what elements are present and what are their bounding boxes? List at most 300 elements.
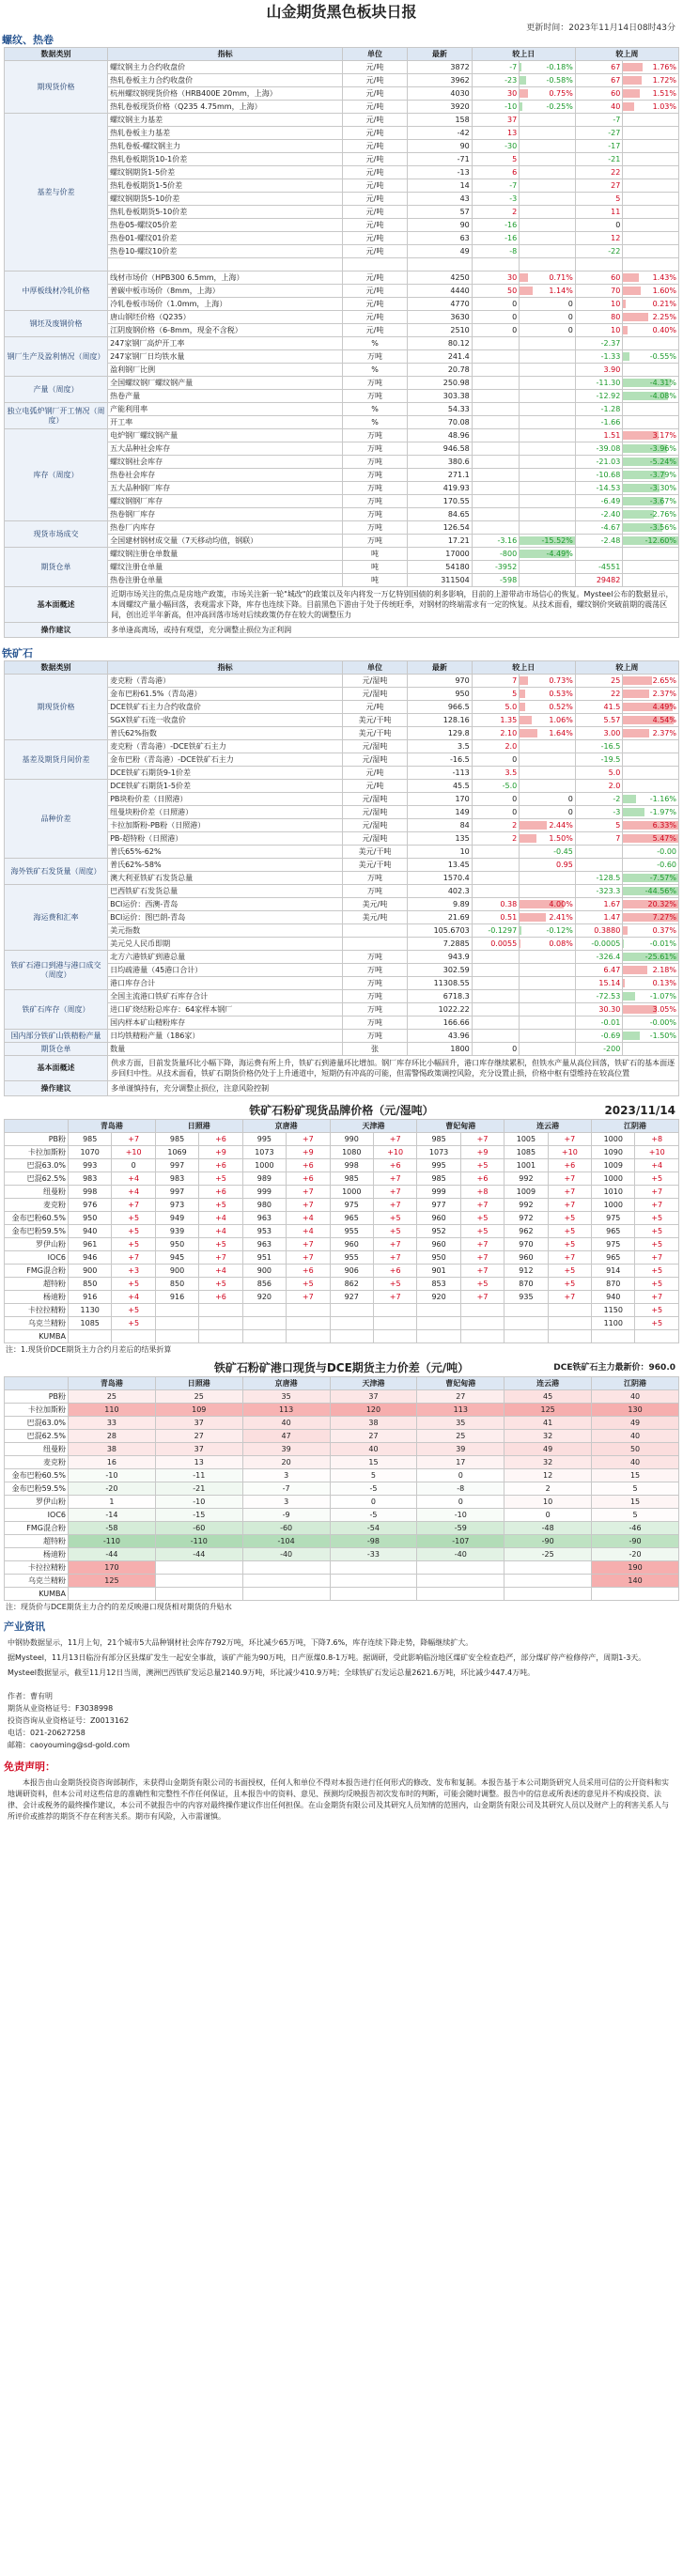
basis-value: -46 <box>592 1522 679 1535</box>
price-row <box>5 1265 679 1278</box>
ore-week-change: -326.4 <box>575 951 622 964</box>
ore-week-pct <box>623 793 679 806</box>
basis-value: 13 <box>155 1456 242 1469</box>
basis-brand: 卡拉拉精粉 <box>5 1561 69 1575</box>
steel-indicator: 热卷社会库存 <box>108 469 343 482</box>
steel-week-pct <box>623 193 679 206</box>
steel-unit: 万吨 <box>343 442 408 456</box>
ore-latest: 128.16 <box>407 714 472 727</box>
ore-unit: 元/湿吨 <box>343 740 408 753</box>
ore-header-week: 较上周 <box>575 661 678 675</box>
steel-day-pct <box>520 61 576 74</box>
basis-value <box>69 1588 156 1601</box>
ore-day-pct-text: 4.00% <box>549 899 573 908</box>
steel-indicator: 杭州螺纹钢现货价格（HRB400E 20mm，上海） <box>108 87 343 101</box>
price-value <box>417 1317 460 1330</box>
price-change: +8 <box>635 1133 679 1146</box>
ore-latest: 302.59 <box>407 964 472 977</box>
price-brand: KUMBA <box>5 1330 69 1343</box>
price-change <box>548 1330 591 1343</box>
basis-value <box>504 1561 592 1575</box>
price-change: +7 <box>373 1133 416 1146</box>
basis-value: -110 <box>69 1535 156 1548</box>
steel-unit: 吨 <box>343 561 408 574</box>
steel-day-pct <box>520 469 576 482</box>
steel-indicator: 热卷注册仓单量 <box>108 574 343 587</box>
ore-week-change: -0.0005 <box>575 938 622 951</box>
header-day: 较上日 <box>472 48 575 61</box>
steel-week-pct <box>623 140 679 153</box>
steel-latest: 4030 <box>407 87 472 101</box>
steel-week-pct <box>623 245 679 258</box>
steel-day-pct <box>520 311 576 324</box>
price-change: +7 <box>199 1251 242 1265</box>
steel-unit: 元/吨 <box>343 298 408 311</box>
steel-category: 库存（周度） <box>5 429 108 521</box>
basis-row <box>5 1535 679 1548</box>
ore-day-pct <box>520 780 576 793</box>
ore-week-change: -2 <box>575 793 622 806</box>
steel-indicator: 螺纹钢期货1-5价差 <box>108 166 343 179</box>
steel-latest: 241.4 <box>407 350 472 364</box>
ore-unit: 万吨 <box>343 885 408 898</box>
ore-unit: 元/湿吨 <box>343 675 408 688</box>
steel-day-change <box>472 337 519 350</box>
price-change: +7 <box>287 1251 330 1265</box>
steel-indicator: 热轧卷板现货价格（Q235 4.75mm，上海） <box>108 101 343 114</box>
ore-unit: 元/吨 <box>343 780 408 793</box>
update-time: 更新时间：2023年11月14日08时43分 <box>526 23 675 33</box>
price-head <box>5 1120 679 1133</box>
ore-day-pct-text: 0.95 <box>556 860 573 869</box>
ore-day-pct-bar <box>520 676 528 685</box>
steel-category: 现货市场成交 <box>5 521 108 548</box>
steel-basic-row <box>5 587 679 623</box>
ore-latest: 9.89 <box>407 898 472 911</box>
price-row <box>5 1238 679 1251</box>
ore-indicator: 普氏62%指数 <box>108 727 343 740</box>
price-value: 993 <box>69 1159 112 1172</box>
steel-unit: 元/吨 <box>343 74 408 87</box>
price-value: 965 <box>330 1212 373 1225</box>
ore-week-pct-text: -1.97% <box>649 807 676 816</box>
steel-unit: 万吨 <box>343 535 408 548</box>
steel-week-pct-bar <box>623 63 643 71</box>
price-value: 995 <box>242 1133 286 1146</box>
steel-day-pct-text: -0.18% <box>546 62 573 71</box>
steel-week-change: 67 <box>575 61 622 74</box>
ore-indicator: 日均疏港量（45港口合计） <box>108 964 343 977</box>
steel-unit: 万吨 <box>343 456 408 469</box>
steel-unit: 万吨 <box>343 390 408 403</box>
steel-indicator: 热卷05-螺纹05价差 <box>108 219 343 232</box>
steel-week-change: 11 <box>575 206 622 219</box>
steel-indicator <box>108 258 343 272</box>
basis-brand: 麦克粉 <box>5 1456 69 1469</box>
steel-week-pct-bar <box>623 313 647 321</box>
ore-row <box>5 951 679 964</box>
steel-week-change: -14.53 <box>575 482 622 495</box>
ore-row <box>5 859 679 872</box>
basis-value: 190 <box>592 1561 679 1575</box>
steel-latest <box>407 258 472 272</box>
price-header-port: 青岛港 <box>69 1120 156 1133</box>
steel-unit: 吨 <box>343 574 408 587</box>
steel-latest: 380.6 <box>407 456 472 469</box>
basis-value: 37 <box>155 1417 242 1430</box>
price-change: +5 <box>373 1225 416 1238</box>
ore-week-pct <box>623 727 679 740</box>
price-brand: 金布巴粉60.5% <box>5 1212 69 1225</box>
dce-value: 960.0 <box>648 1363 675 1373</box>
price-value <box>417 1330 460 1343</box>
steel-indicator: 全国建材钢材成交量（7天移动均值，钢联） <box>108 535 343 548</box>
basis-value: 27 <box>155 1430 242 1443</box>
steel-week-change: 10 <box>575 324 622 337</box>
basis-value: -9 <box>242 1509 330 1522</box>
steel-indicator: 热轧卷板主力合约收盘价 <box>108 74 343 87</box>
steel-unit: 元/吨 <box>343 87 408 101</box>
price-change: +4 <box>199 1212 242 1225</box>
disclaimer-heading: 免责声明： <box>4 1761 55 1773</box>
steel-category: 产量（周度） <box>5 377 108 403</box>
basis-value: 0 <box>330 1496 417 1509</box>
price-brand: 罗伊山粉 <box>5 1238 69 1251</box>
steel-day-pct <box>520 153 576 166</box>
steel-week-pct <box>623 114 679 127</box>
ore-week-pct-text: 2.65% <box>652 675 676 685</box>
ore-week-pct-text: 4.54% <box>652 715 676 724</box>
ore-category: 期货仓单 <box>5 1043 108 1056</box>
ore-week-pct-text: 2.37% <box>652 689 676 698</box>
steel-latest: 17.21 <box>407 535 472 548</box>
basis-value: -104 <box>242 1535 330 1548</box>
price-row <box>5 1251 679 1265</box>
steel-latest: 49 <box>407 245 472 258</box>
price-value: 983 <box>69 1172 112 1186</box>
basis-value: -11 <box>155 1469 242 1482</box>
price-change: +6 <box>287 1159 330 1172</box>
price-value: 1000 <box>592 1172 635 1186</box>
ore-day-pct-bar <box>520 821 547 830</box>
steel-day-pct <box>520 403 576 416</box>
basis-header-port: 京唐港 <box>242 1377 330 1390</box>
steel-week-pct <box>623 232 679 245</box>
ore-day-pct <box>520 846 576 859</box>
steel-day-change: 30 <box>472 272 519 285</box>
basis-value: -58 <box>69 1522 156 1535</box>
basis-row <box>5 1588 679 1601</box>
price-change: +4 <box>287 1212 330 1225</box>
ore-week-change: -3 <box>575 806 622 819</box>
price-value: 960 <box>330 1238 373 1251</box>
steel-indicator: 247家钢厂日均铁水量 <box>108 350 343 364</box>
steel-day-pct <box>520 337 576 350</box>
basis-value: 10 <box>504 1496 592 1509</box>
ore-latest: 970 <box>407 675 472 688</box>
basis-value: 20 <box>242 1456 330 1469</box>
steel-week-change: 1.51 <box>575 429 622 442</box>
steel-week-change: -21 <box>575 153 622 166</box>
ore-unit: 元/湿吨 <box>343 753 408 767</box>
steel-day-change <box>472 469 519 482</box>
steel-op-row <box>5 623 679 638</box>
price-change: +6 <box>460 1172 504 1186</box>
ore-day-change <box>472 964 519 977</box>
price-value: 900 <box>155 1265 198 1278</box>
price-change: +9 <box>287 1146 330 1159</box>
ore-day-pct <box>520 872 576 885</box>
steel-week-pct-text: 1.60% <box>652 286 676 295</box>
steel-latest: 3962 <box>407 74 472 87</box>
basis-table <box>4 1376 679 1601</box>
basis-value: 40 <box>592 1390 679 1404</box>
price-change: +5 <box>199 1238 242 1251</box>
price-change: +4 <box>112 1172 155 1186</box>
price-value: 985 <box>330 1172 373 1186</box>
ore-day-pct <box>520 675 576 688</box>
price-value: 945 <box>155 1251 198 1265</box>
ore-latest: -113 <box>407 767 472 780</box>
steel-week-change: -39.08 <box>575 442 622 456</box>
ore-latest: 943.9 <box>407 951 472 964</box>
price-value: 997 <box>155 1159 198 1172</box>
price-value <box>242 1317 286 1330</box>
price-change: +10 <box>548 1146 591 1159</box>
basis-value: 5 <box>592 1482 679 1496</box>
steel-day-change: 2 <box>472 206 519 219</box>
basis-value: 0 <box>504 1509 592 1522</box>
ore-week-pct-text: -0.60 <box>657 860 676 869</box>
steel-week-pct-text: 1.43% <box>652 272 676 282</box>
ore-day-change: 0.51 <box>472 911 519 924</box>
steel-day-change <box>472 364 519 377</box>
price-brand: IOC6 <box>5 1251 69 1265</box>
ore-week-change: 22 <box>575 688 622 701</box>
ore-indicator: BCI运价：图巴朗-青岛 <box>108 911 343 924</box>
ore-week-change: -0.01 <box>575 1016 622 1030</box>
steel-day-change: 6 <box>472 166 519 179</box>
ore-latest: 966.5 <box>407 701 472 714</box>
price-change: +5 <box>112 1238 155 1251</box>
steel-indicator: 热轧卷板期货5-10价差 <box>108 206 343 219</box>
basis-header-port: 连云港 <box>504 1377 592 1390</box>
price-value: 1009 <box>592 1159 635 1172</box>
steel-latest: 48.96 <box>407 429 472 442</box>
ore-indicator: DCE铁矿石主力合约收盘价 <box>108 701 343 714</box>
steel-indicator: 盈利钢厂比例 <box>108 364 343 377</box>
steel-day-pct <box>520 574 576 587</box>
price-change: +8 <box>460 1186 504 1199</box>
steel-day-pct <box>520 456 576 469</box>
steel-week-change: -17 <box>575 140 622 153</box>
basis-value: -90 <box>504 1535 592 1548</box>
steel-day-change: -30 <box>472 140 519 153</box>
basis-brand: KUMBA <box>5 1588 69 1601</box>
price-change: +4 <box>199 1225 242 1238</box>
ore-category: 品种价差 <box>5 780 108 859</box>
steel-latest: 80.12 <box>407 337 472 350</box>
price-change: +7 <box>460 1291 504 1304</box>
steel-unit: 元/吨 <box>343 127 408 140</box>
basis-value: -20 <box>592 1548 679 1561</box>
price-brand: 纽曼粉 <box>5 1186 69 1199</box>
ore-unit: 元/吨 <box>343 701 408 714</box>
steel-unit: 元/吨 <box>343 114 408 127</box>
ore-week-pct-text: 0.37% <box>652 925 676 935</box>
price-change: +6 <box>199 1159 242 1172</box>
steel-unit: % <box>343 337 408 350</box>
steel-latest: 54.33 <box>407 403 472 416</box>
price-value: 975 <box>330 1199 373 1212</box>
price-value <box>242 1304 286 1317</box>
price-value: 850 <box>69 1278 112 1291</box>
steel-latest: 4250 <box>407 272 472 285</box>
steel-day-pct-bar <box>520 273 527 282</box>
price-change <box>287 1317 330 1330</box>
basis-value: 0 <box>417 1496 504 1509</box>
price-header-port: 日照港 <box>155 1120 242 1133</box>
steel-day-change: 30 <box>472 87 519 101</box>
ore-latest: 43.96 <box>407 1030 472 1043</box>
price-change: +6 <box>287 1172 330 1186</box>
price-change <box>635 1330 679 1343</box>
steel-day-pct <box>520 350 576 364</box>
steel-indicator: 螺纹钢钢厂库存 <box>108 495 343 508</box>
price-value: 1005 <box>504 1133 548 1146</box>
ore-week-change: 5.57 <box>575 714 622 727</box>
ore-latest: 7.2885 <box>407 938 472 951</box>
ore-unit: 美元/干吨 <box>343 727 408 740</box>
ore-week-pct-text: 0.13% <box>652 978 676 987</box>
steel-day-pct-text: -15.52% <box>541 535 573 545</box>
ore-indicator: SGX铁矿石连一收盘价 <box>108 714 343 727</box>
ore-week-change <box>575 859 622 872</box>
price-change: +5 <box>548 1212 591 1225</box>
steel-unit: 元/吨 <box>343 272 408 285</box>
steel-basic-text: 近期市场关注的焦点是房地产政策，市场关注新一轮"城改"的政策以及年内将发一万亿特别国债的利多影响，目前的上游带动市场信心的恢复。Mysteel公布的数据显示，本周螺纹产量小幅回落，表观需求下降，库存也连续下降。目前黑色下游由于处于传统旺季，对钢材的终端需求有一定的恢复。从技术面看，螺纹钢价突破前期的震荡区间，创出近半年新高，但冲高回落市场对后续政策仍存在较大的调整压力 <box>108 587 679 623</box>
steel-indicator: 电炉钢厂螺纹钢产量 <box>108 429 343 442</box>
ore-row <box>5 990 679 1003</box>
ore-latest: 105.6703 <box>407 924 472 938</box>
price-value: 901 <box>417 1265 460 1278</box>
price-value <box>504 1304 548 1317</box>
basis-value: -14 <box>69 1509 156 1522</box>
price-value: 997 <box>155 1186 198 1199</box>
price-change: +7 <box>287 1186 330 1199</box>
price-change: +7 <box>548 1186 591 1199</box>
price-value: 961 <box>69 1238 112 1251</box>
ore-indicator: DCE铁矿石期货9-1价差 <box>108 767 343 780</box>
ore-unit: 美元/吨 <box>343 911 408 924</box>
price-value: 992 <box>504 1199 548 1212</box>
dce-label: DCE铁矿石主力最新价： <box>553 1363 649 1373</box>
ore-row <box>5 780 679 793</box>
steel-indicator: 螺纹钢主力基差 <box>108 114 343 127</box>
price-value: 870 <box>504 1278 548 1291</box>
price-row <box>5 1199 679 1212</box>
basis-value <box>330 1561 417 1575</box>
ore-week-change: 6.47 <box>575 964 622 977</box>
basis-value: -90 <box>592 1535 679 1548</box>
price-value: 975 <box>592 1212 635 1225</box>
price-change <box>548 1317 591 1330</box>
price-change: +5 <box>635 1225 679 1238</box>
ore-week-change: -128.5 <box>575 872 622 885</box>
price-change: +5 <box>548 1238 591 1251</box>
price-value: 963 <box>242 1238 286 1251</box>
ore-week-change: 5.0 <box>575 767 622 780</box>
ore-latest: 10 <box>407 846 472 859</box>
steel-row <box>5 337 679 350</box>
basis-row <box>5 1496 679 1509</box>
basis-brand: 罗伊山粉 <box>5 1496 69 1509</box>
basis-value: 113 <box>417 1404 504 1417</box>
steel-week-change: -2.40 <box>575 508 622 521</box>
ore-week-pct-bar <box>623 979 625 987</box>
price-change: +5 <box>112 1317 155 1330</box>
price-value: 856 <box>242 1278 286 1291</box>
steel-week-pct-text: 3.17% <box>652 430 676 440</box>
steel-indicator: 江阴废钢价格（6-8mm，现金不含税） <box>108 324 343 337</box>
ore-day-pct <box>520 1043 576 1056</box>
author-phone: 电话：021-20627258 <box>8 1729 85 1737</box>
price-header-port: 天津港 <box>330 1120 417 1133</box>
steel-unit: 元/吨 <box>343 219 408 232</box>
basis-value: -110 <box>155 1535 242 1548</box>
ore-indicator: PB块粉价差（日照港） <box>108 793 343 806</box>
steel-day-change: -16 <box>472 219 519 232</box>
ore-body <box>5 675 679 1056</box>
ore-week-pct-text: 7.27% <box>652 912 676 922</box>
basis-value: 41 <box>504 1417 592 1430</box>
price-value: 1090 <box>592 1146 635 1159</box>
basis-brand: 巴混63.0% <box>5 1417 69 1430</box>
steel-day-pct-text: 0 <box>567 325 573 334</box>
basis-value: -44 <box>69 1548 156 1561</box>
price-value <box>330 1330 373 1343</box>
ore-week-pct-text: -1.16% <box>649 794 676 803</box>
ore-day-pct <box>520 819 576 832</box>
ore-unit: 元/湿吨 <box>343 832 408 846</box>
basis-brand: 金布巴粉60.5% <box>5 1469 69 1482</box>
price-change: +7 <box>635 1186 679 1199</box>
price-change: +7 <box>287 1291 330 1304</box>
steel-week-change: -1.66 <box>575 416 622 429</box>
basis-value: -59 <box>417 1522 504 1535</box>
ore-day-change: 0 <box>472 753 519 767</box>
basis-value <box>330 1575 417 1588</box>
basis-value: 15 <box>592 1496 679 1509</box>
author-email[interactable]: 邮箱：caoyouming@sd-gold.com <box>8 1741 131 1749</box>
price-value: 940 <box>69 1225 112 1238</box>
ore-week-change: 25 <box>575 675 622 688</box>
basis-brand: 杨迪粉 <box>5 1548 69 1561</box>
ore-day-pct <box>520 767 576 780</box>
steel-day-pct <box>520 258 576 272</box>
price-row <box>5 1186 679 1199</box>
steel-category: 基差与价差 <box>5 114 108 272</box>
ore-unit: 万吨 <box>343 964 408 977</box>
steel-day-pct <box>520 377 576 390</box>
basis-value: 32 <box>504 1430 592 1443</box>
ore-day-change <box>472 990 519 1003</box>
steel-day-change <box>472 416 519 429</box>
price-value: 995 <box>417 1159 460 1172</box>
ore-day-change <box>472 1003 519 1016</box>
price-change <box>287 1330 330 1343</box>
price-change <box>287 1304 330 1317</box>
